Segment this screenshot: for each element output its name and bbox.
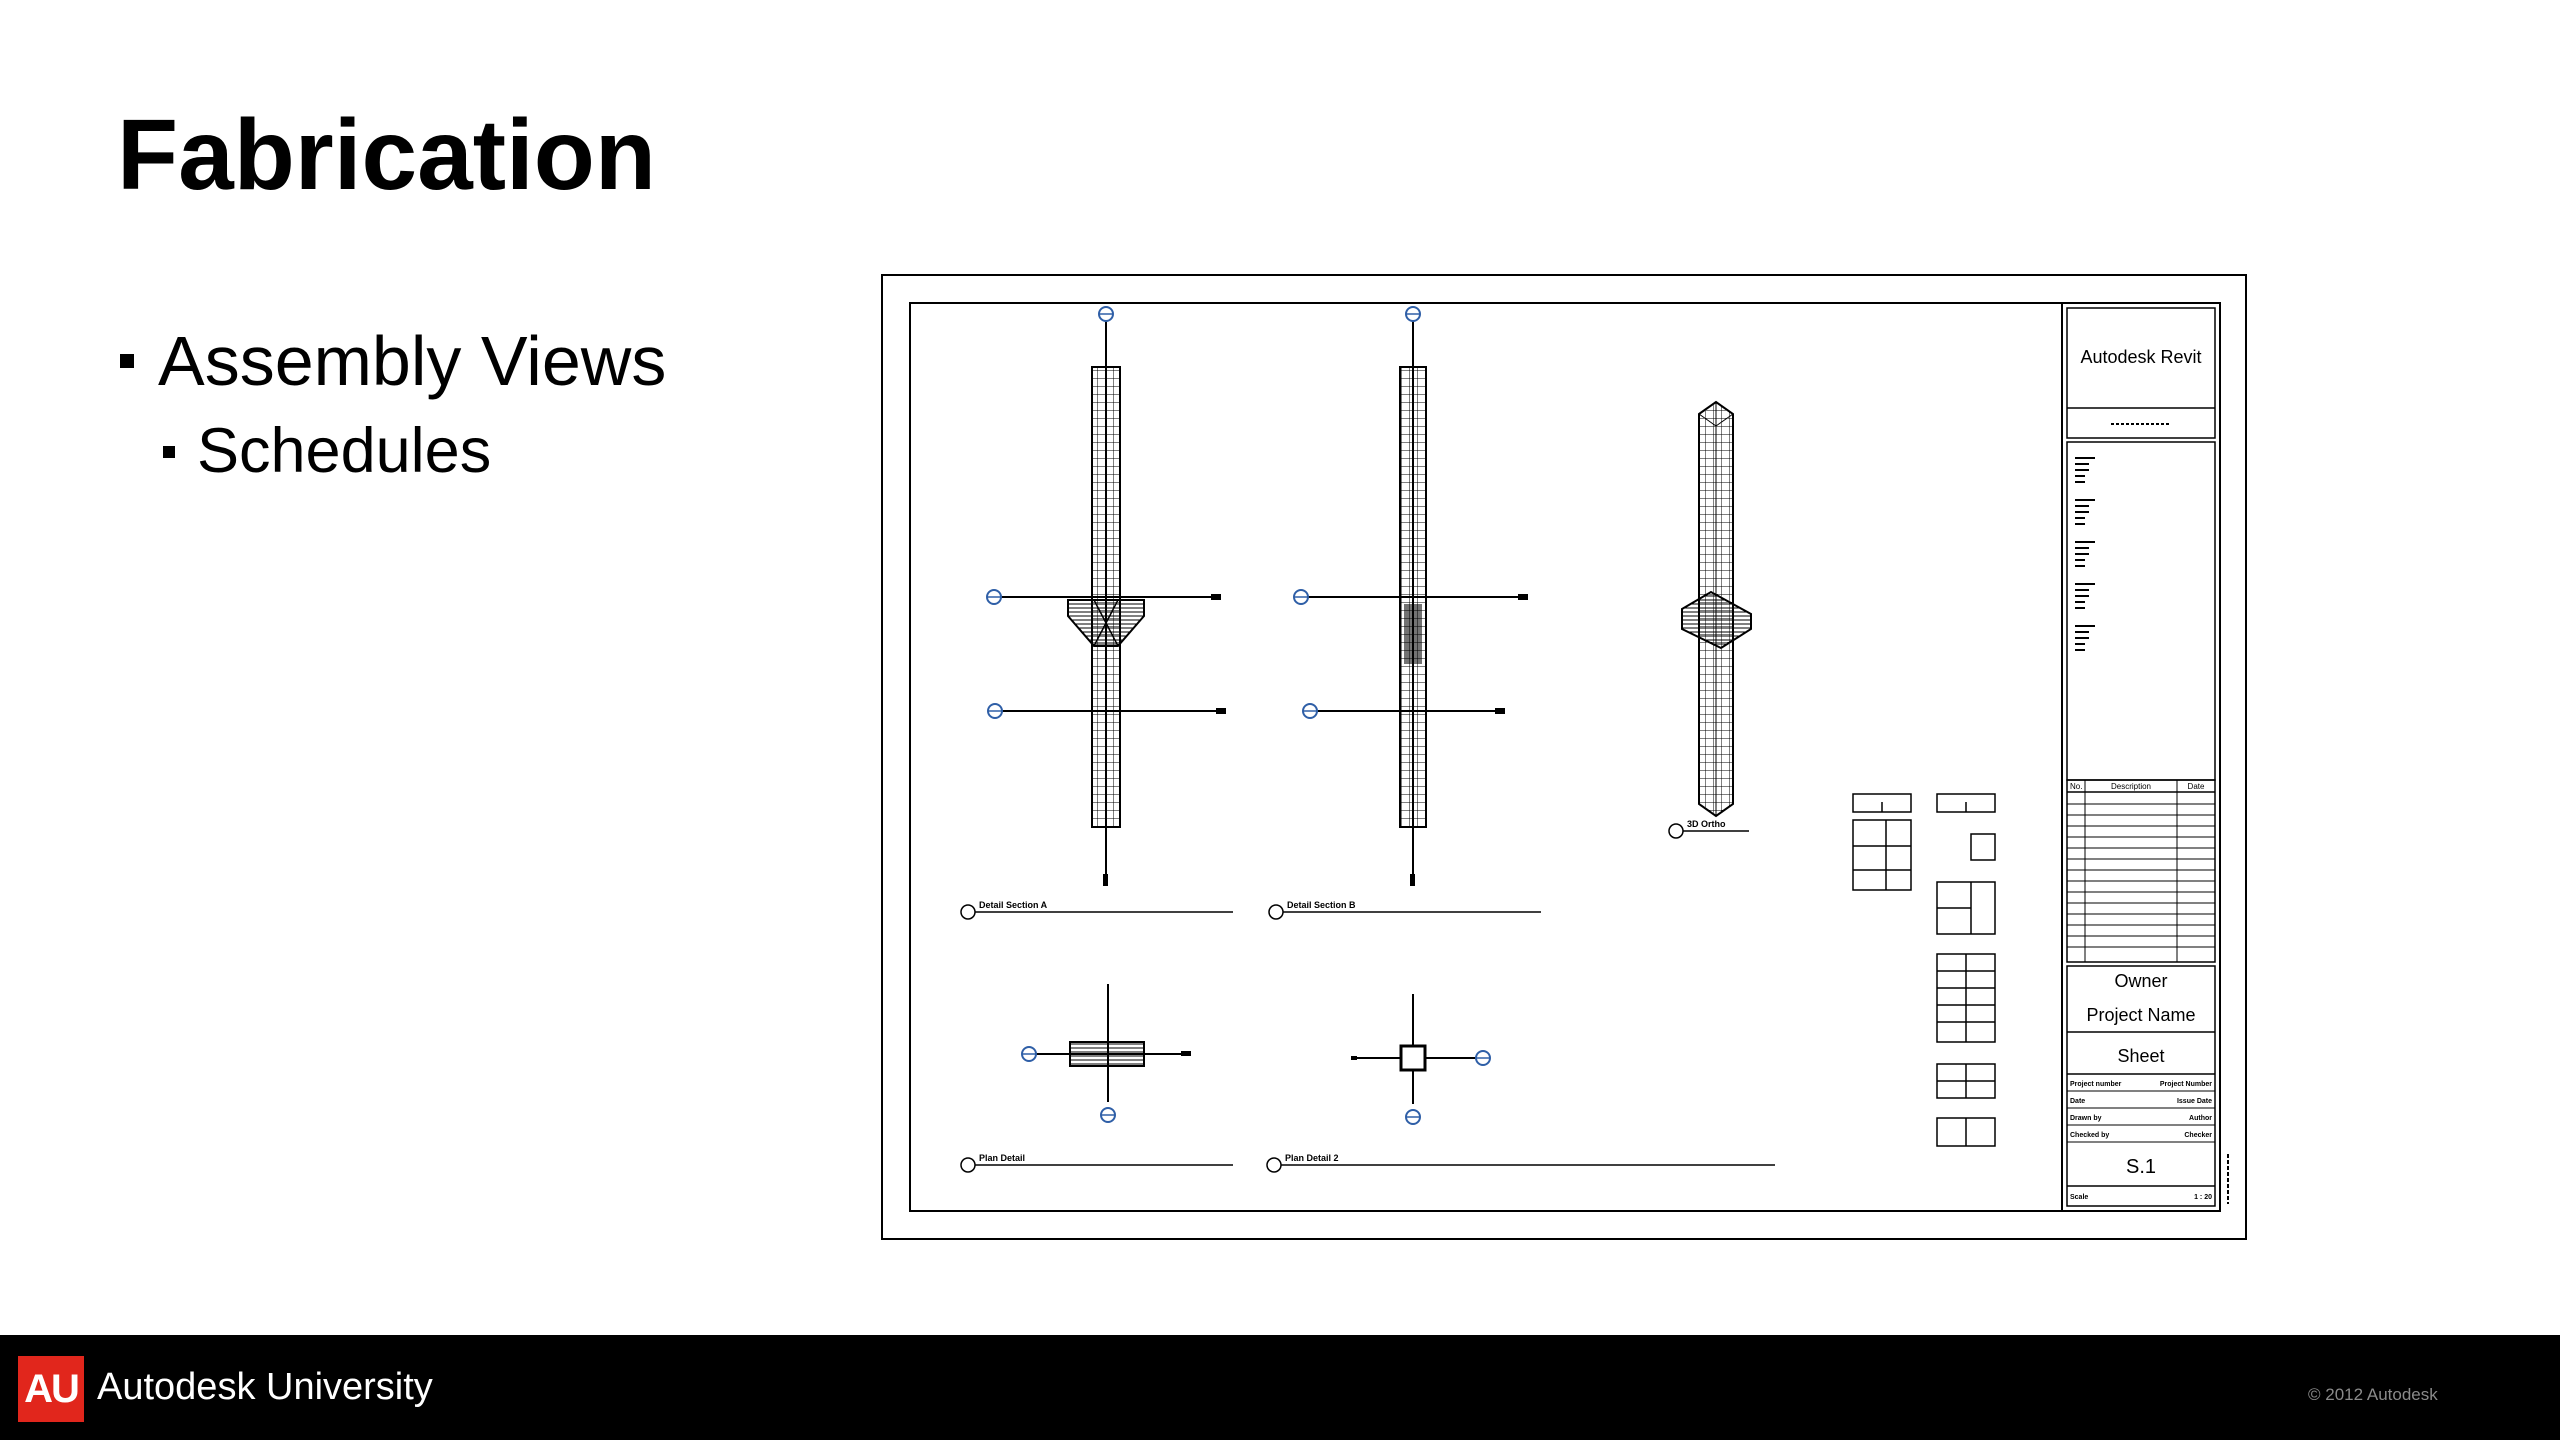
field-value: Project Number [2159, 1081, 2212, 1088]
field-value: Author [2189, 1115, 2212, 1122]
bullet-text: Assembly Views [158, 322, 667, 400]
revision-header-no: No. [2070, 782, 2083, 791]
titleblock-sheet-number: S.1 [2125, 1156, 2157, 1178]
titleblock-brand: Autodesk Revit [2080, 347, 2202, 367]
autodesk-university-logo: AU [18, 1356, 84, 1422]
titleblock-sheet-label: Sheet [2117, 1046, 2165, 1066]
bullet-square-icon [120, 354, 134, 368]
revit-sheet-drawing [881, 274, 2247, 1240]
revision-header-description: Description [2110, 782, 2152, 791]
bullet-assembly-views [120, 322, 667, 400]
field-value: Issue Date [2176, 1098, 2212, 1105]
field-label: Project number [2070, 1081, 2122, 1088]
view-title: Plan Detail 2 [1285, 1153, 1339, 1163]
titleblock-owner: Owner [2114, 971, 2168, 991]
titleblock-project-name: Project Name [2086, 1005, 2196, 1025]
scale-label: Scale [2070, 1194, 2089, 1201]
copyright-notice: © 2012 Autodesk [2308, 1385, 2438, 1404]
field-value: Checker [2184, 1132, 2212, 1139]
field-label: Date [2070, 1098, 2086, 1105]
view-title: 3D Ortho [1687, 819, 1726, 829]
view-title: Detail Section A [979, 900, 1048, 910]
bullet-schedules [163, 416, 492, 486]
view-title: Plan Detail [979, 1153, 1026, 1163]
slide-title: Fabrication [117, 99, 656, 211]
scale-value: 1 : 20 [2194, 1194, 2212, 1201]
footer-brand: Autodesk University [97, 1366, 433, 1408]
field-label: Drawn by [2070, 1115, 2102, 1122]
bullet-text: Schedules [197, 416, 492, 486]
sheet-outer-border [882, 275, 2246, 1239]
field-label: Checked by [2070, 1132, 2110, 1139]
revision-header-date: Date [2187, 782, 2205, 791]
bullet-square-icon [163, 446, 175, 458]
view-title: Detail Section B [1287, 900, 1356, 910]
